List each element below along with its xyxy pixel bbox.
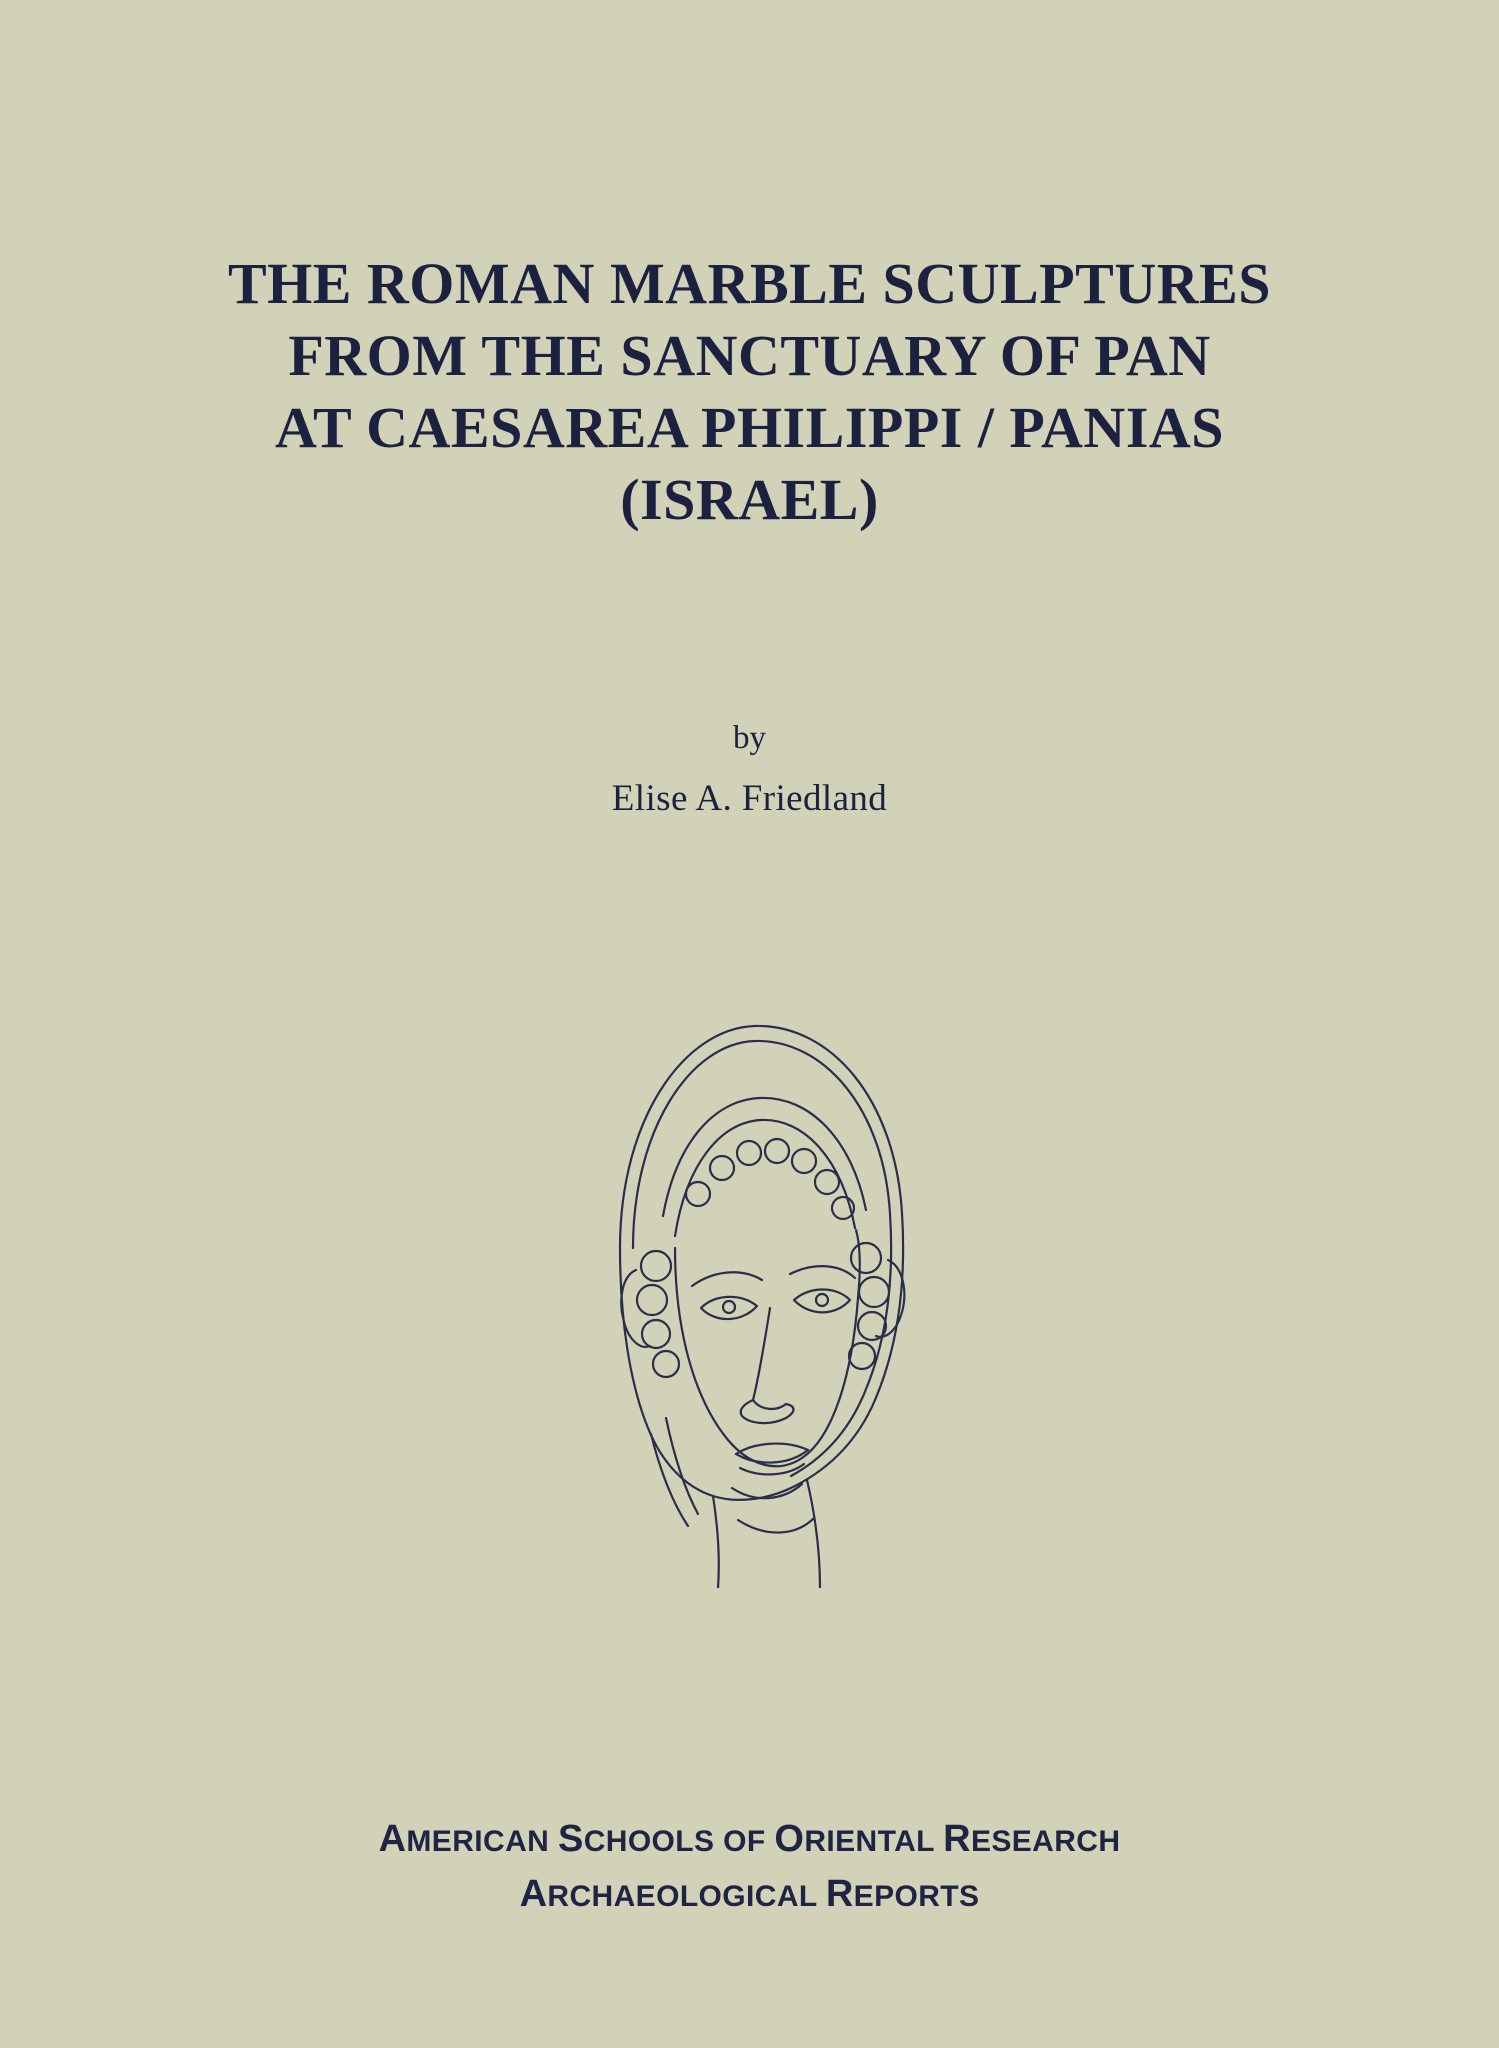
publisher-name-cap-1: A (378, 1817, 407, 1860)
publisher-name-cap-2: S (557, 1817, 584, 1860)
series-name-text-2: EPORTS (853, 1879, 980, 1913)
publisher-name-text-2: CHOOLS OF (583, 1824, 775, 1858)
series-name-cap-1: A (519, 1872, 548, 1915)
marble-head-illustration (470, 948, 1030, 1588)
publisher-name-text-1: MERICAN (406, 1824, 558, 1858)
title-line-3: AT CAESAREA PHILIPPI / PANIAS (274, 394, 1225, 460)
publisher-name-cap-3: O (774, 1817, 805, 1860)
series-name (0, 1867, 1499, 1922)
by-label: by (732, 719, 766, 756)
series-name-text-1: RCHAEOLOGICAL (547, 1879, 826, 1913)
publisher-name-text-3: RIENTAL (804, 1824, 944, 1858)
author-name: Elise A. Friedland (611, 778, 888, 820)
title-line-1: THE ROMAN MARBLE SCULPTURES (227, 251, 1272, 316)
author-block (612, 714, 887, 821)
publisher-name-cap-4: R (943, 1817, 971, 1860)
publisher-block (0, 1812, 1499, 1922)
series-name-cap-2: R (825, 1872, 854, 1915)
page-title (120, 248, 1380, 536)
publisher-name-text-4: ESEARCH (970, 1824, 1121, 1858)
title-line-2: FROM THE SANCTUARY OF PAN (288, 322, 1211, 388)
publisher-name (0, 1812, 1499, 1867)
title-line-4: (ISRAEL) (620, 466, 879, 532)
